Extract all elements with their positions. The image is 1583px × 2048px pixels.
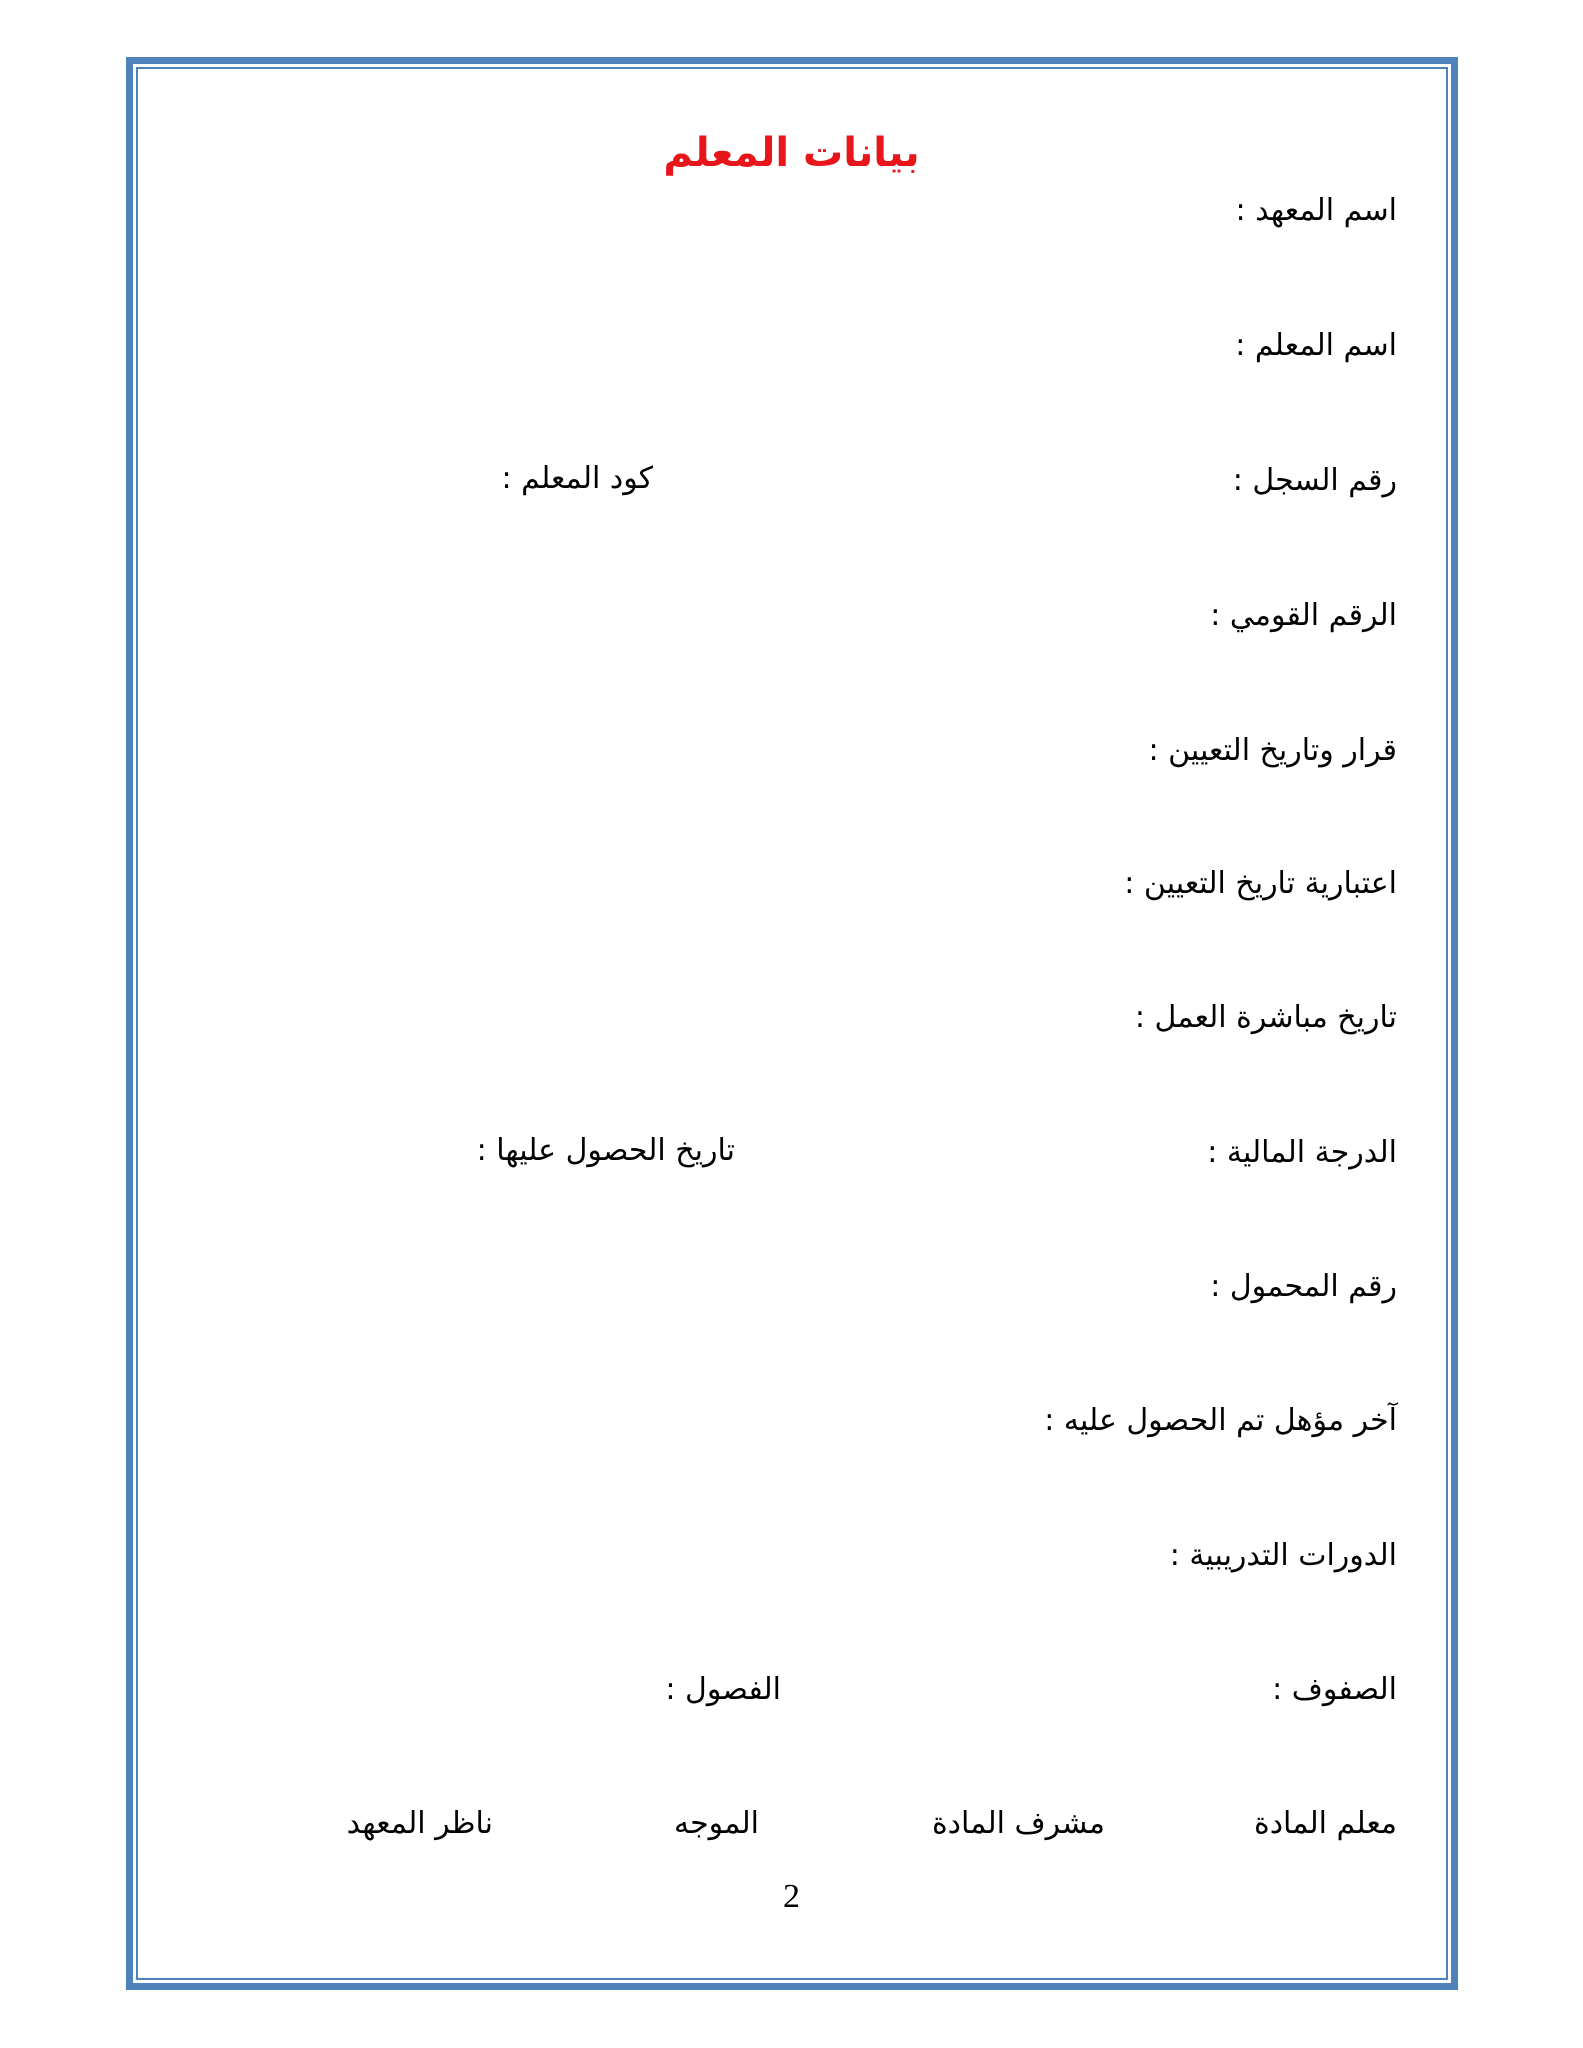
page-number: 2 (783, 1878, 800, 1915)
training-courses-label: الدورات التدريبية : (1169, 1538, 1397, 1573)
signature-subject-teacher: معلم المادة (1253, 1806, 1397, 1841)
appointment-seniority-label: اعتبارية تاريخ التعيين : (1124, 866, 1397, 901)
signature-institute-principal: ناظر المعهد (346, 1806, 493, 1841)
financial-grade-label: الدرجة المالية : (1207, 1135, 1397, 1170)
national-id-label: الرقم القومي : (1210, 598, 1397, 633)
mobile-number-label: رقم المحمول : (1210, 1269, 1397, 1304)
teacher-code-label: كود المعلم : (501, 461, 653, 496)
signature-subject-supervisor: مشرف المادة (931, 1806, 1105, 1841)
work-start-date-label: تاريخ مباشرة العمل : (1134, 1000, 1397, 1035)
teacher-name-label: اسم المعلم : (1235, 328, 1397, 363)
page-title: بيانات المعلم (663, 130, 920, 176)
classes-label: الفصول : (665, 1672, 781, 1707)
grade-obtained-date-label: تاريخ الحصول عليها : (476, 1133, 735, 1168)
record-number-label: رقم السجل : (1232, 463, 1397, 498)
signature-inspector: الموجه (674, 1806, 759, 1841)
institute-name-label: اسم المعهد : (1235, 193, 1397, 228)
appointment-decision-label: قرار وتاريخ التعيين : (1148, 733, 1397, 768)
last-qualification-label: آخر مؤهل تم الحصول عليه : (1044, 1403, 1397, 1438)
grades-label: الصفوف : (1272, 1672, 1397, 1707)
